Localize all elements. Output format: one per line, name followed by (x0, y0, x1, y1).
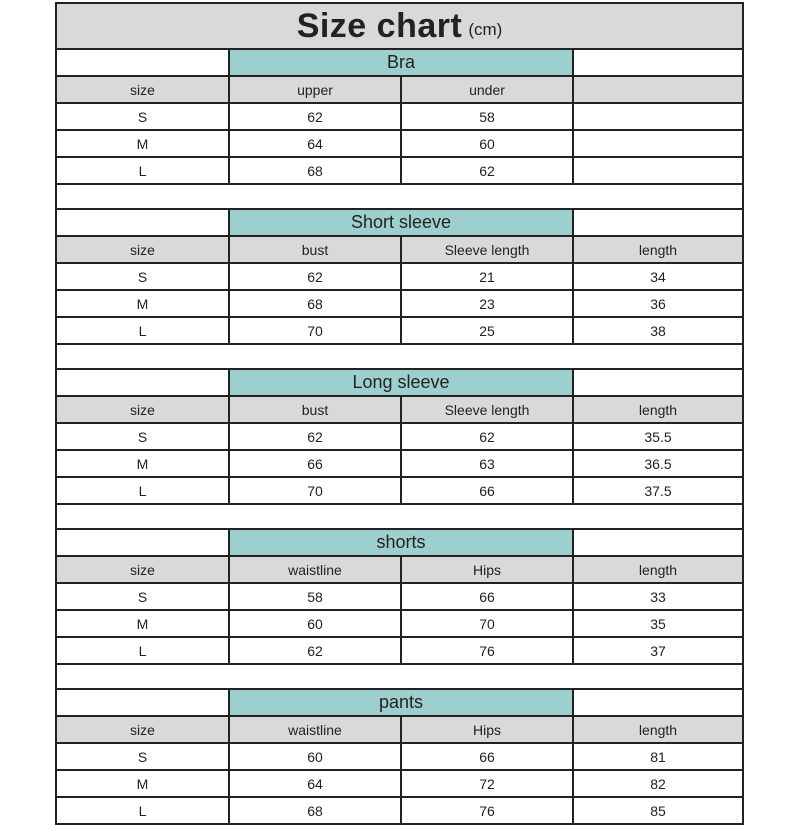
table-row (57, 769, 742, 796)
blank-cell (572, 690, 742, 715)
value-cell: 64 (228, 131, 400, 156)
spacer-row (57, 663, 742, 688)
size-cell: M (136, 455, 149, 472)
spacer-row (57, 503, 742, 528)
column-header: Sleeve length (400, 237, 572, 262)
blank-cell (572, 50, 742, 75)
value-cell: 62 (228, 638, 400, 663)
column-header: size (57, 237, 228, 262)
column-header: waistline (228, 557, 400, 582)
size-chart-table (55, 2, 744, 825)
value-cell: 66 (400, 478, 572, 503)
spacer-row (57, 183, 742, 208)
value-cell: 66 (400, 584, 572, 609)
table-row (57, 449, 742, 476)
value-cell (572, 131, 742, 156)
size-cell: M (136, 615, 149, 632)
column-header: size (57, 397, 228, 422)
section-title: Long sleeve (228, 370, 572, 395)
spacer-row (57, 343, 742, 368)
table-row (57, 636, 742, 663)
value-cell: 63 (400, 451, 572, 476)
value-cell: 62 (228, 264, 400, 289)
value-cell: 36.5 (572, 451, 742, 476)
table-row (57, 316, 742, 343)
value-cell: 85 (572, 798, 742, 823)
size-cell: L (138, 642, 147, 659)
value-cell: 68 (228, 798, 400, 823)
column-header-row (57, 715, 742, 742)
column-header: Hips (400, 717, 572, 742)
value-cell: 70 (228, 318, 400, 343)
value-cell: 62 (228, 424, 400, 449)
value-cell: 21 (400, 264, 572, 289)
column-header-row (57, 75, 742, 102)
column-header: size (57, 557, 228, 582)
section-title-row (57, 208, 742, 235)
column-header: length (572, 557, 742, 582)
value-cell: 23 (400, 291, 572, 316)
value-cell: 35 (572, 611, 742, 636)
blank-cell (57, 370, 228, 395)
value-cell: 70 (400, 611, 572, 636)
blank-cell (57, 530, 228, 555)
column-header: under (400, 77, 572, 102)
section-title-row (57, 368, 742, 395)
page-title: Size chart (296, 6, 463, 45)
value-cell: 36 (572, 291, 742, 316)
column-header: upper (228, 77, 400, 102)
value-cell: 25 (400, 318, 572, 343)
value-cell: 62 (400, 424, 572, 449)
value-cell: 76 (400, 638, 572, 663)
value-cell: 38 (572, 318, 742, 343)
section-title-row (57, 48, 742, 75)
section-title: Bra (228, 50, 572, 75)
value-cell (572, 104, 742, 129)
value-cell (572, 158, 742, 183)
value-cell: 60 (228, 611, 400, 636)
column-header: bust (228, 397, 400, 422)
value-cell: 37.5 (572, 478, 742, 503)
section-title: pants (228, 690, 572, 715)
table-row (57, 742, 742, 769)
value-cell: 76 (400, 798, 572, 823)
value-cell: 68 (228, 158, 400, 183)
size-cell: S (137, 748, 148, 765)
column-header (572, 77, 742, 102)
column-header: bust (228, 237, 400, 262)
value-cell: 70 (228, 478, 400, 503)
blank-cell (57, 690, 228, 715)
value-cell: 68 (228, 291, 400, 316)
column-header-row (57, 235, 742, 262)
size-cell: M (136, 135, 149, 152)
section-title: Short sleeve (228, 210, 572, 235)
column-header: length (572, 397, 742, 422)
table-row (57, 289, 742, 316)
table-row (57, 796, 742, 823)
size-cell: S (137, 588, 148, 605)
table-row (57, 609, 742, 636)
size-cell: S (137, 268, 148, 285)
blank-cell (57, 210, 228, 235)
column-header: length (572, 717, 742, 742)
value-cell: 58 (400, 104, 572, 129)
size-cell: L (138, 802, 147, 819)
blank-cell (572, 530, 742, 555)
size-cell: L (138, 162, 147, 179)
size-cell: M (136, 775, 149, 792)
value-cell: 72 (400, 771, 572, 796)
size-cell: S (137, 108, 148, 125)
section-title-row (57, 688, 742, 715)
value-cell: 60 (228, 744, 400, 769)
table-row (57, 476, 742, 503)
value-cell: 34 (572, 264, 742, 289)
value-cell: 37 (572, 638, 742, 663)
table-row (57, 156, 742, 183)
value-cell: 81 (572, 744, 742, 769)
table-row (57, 102, 742, 129)
value-cell: 82 (572, 771, 742, 796)
column-header: Hips (400, 557, 572, 582)
column-header-row (57, 395, 742, 422)
blank-cell (57, 50, 228, 75)
table-row (57, 582, 742, 609)
blank-cell (572, 210, 742, 235)
size-cell: S (137, 428, 148, 445)
value-cell: 66 (228, 451, 400, 476)
size-cell: M (136, 295, 149, 312)
value-cell: 66 (400, 744, 572, 769)
table-row (57, 262, 742, 289)
section-title-row (57, 528, 742, 555)
value-cell: 62 (400, 158, 572, 183)
sections-container (57, 48, 742, 823)
value-cell: 35.5 (572, 424, 742, 449)
value-cell: 60 (400, 131, 572, 156)
size-cell: L (138, 322, 147, 339)
column-header-row (57, 555, 742, 582)
column-header: size (57, 717, 228, 742)
column-header: Sleeve length (400, 397, 572, 422)
unit-label: (cm) (468, 20, 503, 39)
table-row (57, 129, 742, 156)
table-row (57, 422, 742, 449)
section-title: shorts (228, 530, 572, 555)
value-cell: 58 (228, 584, 400, 609)
value-cell: 64 (228, 771, 400, 796)
column-header: size (57, 77, 228, 102)
value-cell: 33 (572, 584, 742, 609)
column-header: length (572, 237, 742, 262)
size-cell: L (138, 482, 147, 499)
blank-cell (572, 370, 742, 395)
value-cell: 62 (228, 104, 400, 129)
column-header: waistline (228, 717, 400, 742)
title-row (57, 2, 742, 48)
